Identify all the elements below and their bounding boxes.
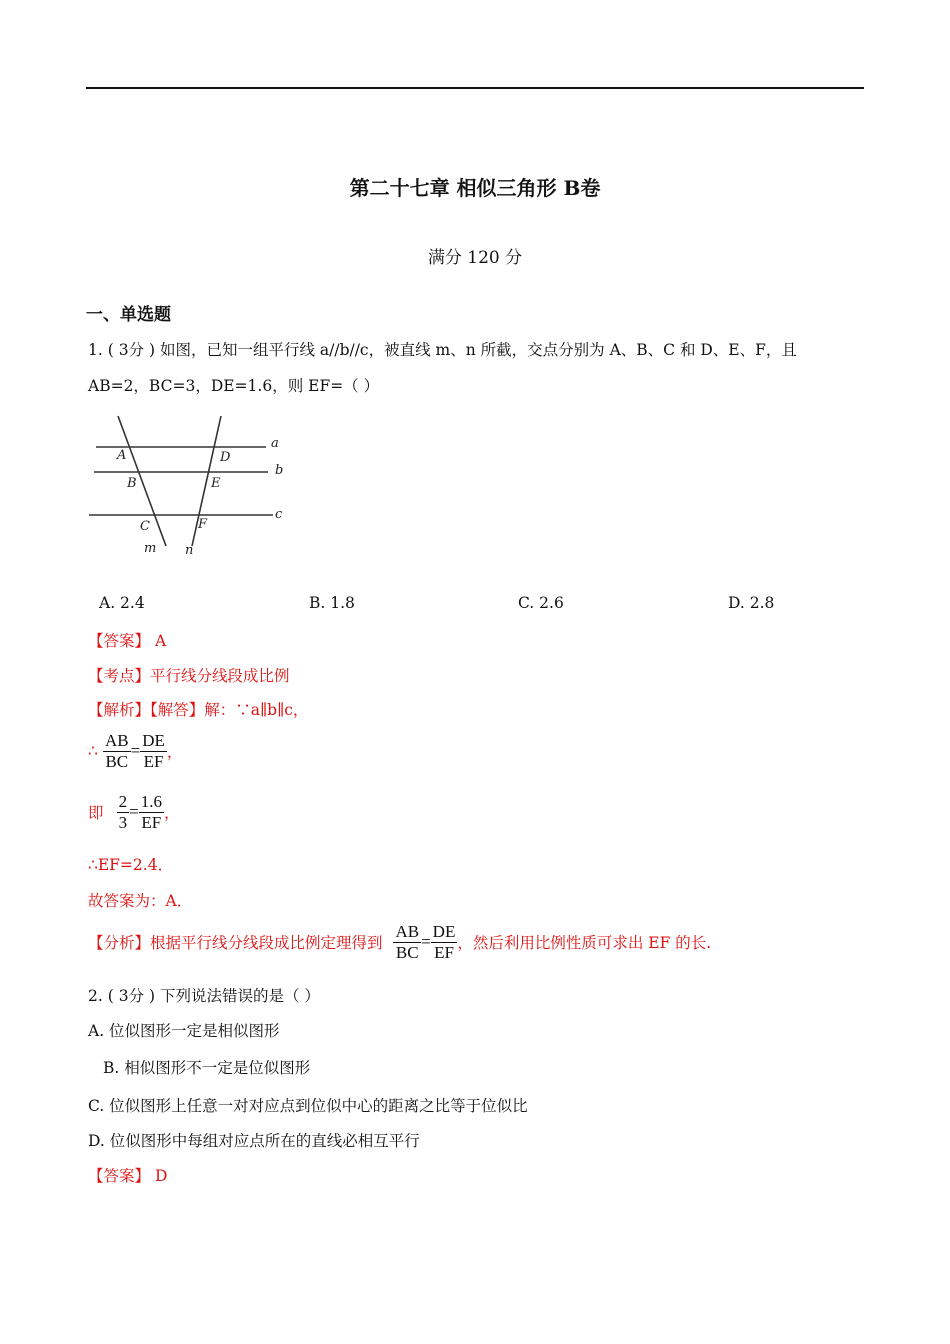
kaodian-tag: 【考点】 <box>88 667 151 685</box>
label-point-b: B <box>127 476 137 491</box>
fenxi-fraction-de-ef: $\frac{DE}{EF}$ <box>432 922 456 962</box>
answer-tag: 【答案】 <box>88 1167 151 1185</box>
fenxi-fraction-ab-bc: $\frac{AB}{BC}$ <box>395 922 420 962</box>
label-line-c: c <box>275 507 283 522</box>
q1-option-d: D. 2.8 <box>728 594 775 612</box>
q1-substituted-equation: 即 $\frac{2}{3}$ = $\frac{1.6}{EF}$ ， <box>88 792 180 832</box>
label-point-f: F <box>198 517 208 532</box>
q1-stem-line1: 1. ( 3分 ) 如图，已知一组平行线 a//b//c，被直线 m、n 所截，交点分别为 A、B、C 和 D、E、F，且 <box>88 341 797 359</box>
kaodian-value: 平行线分线段成比例 <box>150 667 290 685</box>
label-line-n: n <box>185 543 194 558</box>
q2-option-a: A. 位似图形一定是相似图形 <box>88 1022 280 1040</box>
q1-option-a: A. 2.4 <box>99 594 145 612</box>
q1-jiexi: 【解析】【解答】解：∵a∥b∥c， <box>88 701 309 719</box>
q2-stem: 2. ( 3分 ) 下列说法错误的是（ ） <box>88 987 320 1005</box>
therefore-symbol: ∴ <box>88 742 98 761</box>
page-title: 第二十七章 相似三角形 B卷 <box>349 176 601 200</box>
q2-answer <box>88 1164 167 1186</box>
q1-result: ∴EF=2.4． <box>88 856 174 874</box>
label-point-c: C <box>140 519 150 534</box>
q2-option-c: C. 位似图形上任意一对对应点到位似中心的距离之比等于位似比 <box>88 1097 528 1115</box>
label-point-a: A <box>117 448 127 463</box>
fraction-16-ef: $\frac{1.6}{EF}$ <box>140 792 162 832</box>
label-line-b: b <box>275 463 284 478</box>
q1-option-c: C. 2.6 <box>518 594 564 612</box>
answer-value: A <box>154 632 167 650</box>
parallel-lines-diagram <box>86 410 301 560</box>
q1-fenxi: 【分析】根据平行线分线段成比例定理得到 $\frac{AB}{BC}$ = $\frac{DE}{EF}$ ，然后利用比例性质可求出 EF 的长. <box>88 922 712 962</box>
q1-stem-line2: AB=2，BC=3，DE=1.6，则 EF=（ ） <box>88 377 380 395</box>
q2-option-d: D. 位似图形中每组对应点所在的直线必相互平行 <box>88 1132 420 1150</box>
q2-option-b: B. 相似图形不一定是位似图形 <box>103 1059 311 1077</box>
header-rule <box>86 87 864 89</box>
q1-conclusion: 故答案为：A． <box>88 892 193 910</box>
q1-kaodian <box>88 664 290 686</box>
q1-ratio-equation: ∴ $\frac{AB}{BC}$ = $\frac{DE}{EF}$ ， <box>88 731 183 771</box>
label-line-m: m <box>144 541 157 556</box>
fraction-ab-bc: $\frac{AB}{BC}$ <box>104 731 129 771</box>
answer-tag: 【答案】 <box>88 632 151 650</box>
fraction-2-3: $\frac{2}{3}$ <box>118 792 128 832</box>
label-line-a: a <box>271 436 279 451</box>
section-heading: 一、单选题 <box>86 305 171 325</box>
full-score: 满分 120 分 <box>427 248 523 268</box>
answer-value: D <box>154 1167 168 1185</box>
label-point-d: D <box>220 450 231 465</box>
fraction-de-ef: $\frac{DE}{EF}$ <box>142 731 165 771</box>
q1-option-b: B. 1.8 <box>309 594 355 612</box>
q1-answer <box>88 629 166 651</box>
label-point-e: E <box>211 476 221 491</box>
